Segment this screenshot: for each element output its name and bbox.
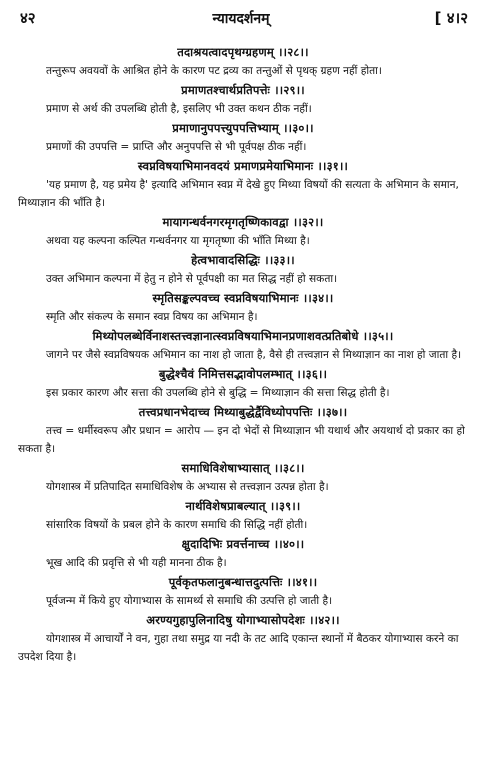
commentary-7: स्मृति और संकल्प के समान स्वप्न विषय का अभिमान है। xyxy=(46,311,258,323)
commentary-15: योगशास्त्र में आचार्यों ने वन, गुहा तथा समुद्र या नदी के तट आदि एकान्त स्थानों में बैठकर योगाभ्यास करने का उपदेश दिया है। xyxy=(18,633,459,663)
commentary-8: जागने पर जैसे स्वप्नविषयक अभिमान का नाश हो जाता है, वैसे ही तत्त्वज्ञान से मिथ्याज्ञान का नाश हो जाता है। xyxy=(46,349,462,361)
commentary-9: इस प्रकार कारण और सत्ता की उपलब्धि होने से बुद्धि = मिथ्याज्ञान की सत्ता सिद्ध होती है। xyxy=(46,387,390,399)
sutra-2: प्रमाणतश्चार्थप्रतिपत्तेः ।।२९।। xyxy=(181,83,305,97)
commentary-10: तत्त्व = धर्मीस्वरूप और प्रधान = आरोप — इन दो भेदों से मिथ्याज्ञान भी यथार्थ और अयथार्थ दो प्रकार का हो सकता है। xyxy=(18,425,465,455)
page-body xyxy=(18,42,468,666)
commentary-3: प्रमाणों की उपपत्ति = प्राप्ति और अनुपपत्ति से भी पूर्वपक्ष ठीक नहीं। xyxy=(46,141,307,153)
page-number: ४२ xyxy=(20,9,36,27)
sutra-5: मायागन्धर्वनगरमृगतृष्णिकावद्वा ।।३२।। xyxy=(162,215,324,229)
chapter-reference: [ ४।२ xyxy=(434,9,468,27)
sutra-1: तदाश्रयत्वादपृथग्ग्रहणम् ।।२८।। xyxy=(177,45,309,59)
commentary-11: योगशास्त्र में प्रतिपादित समाधिविशेष के अभ्यास से तत्त्वज्ञान उत्पन्न होता है। xyxy=(46,481,329,493)
sutra-8: मिथ्योपलब्धेर्विनाशस्तत्त्वज्ञानात्स्वप्नविषयाभिमानप्रणाशवत्प्रतिबोधे ।।३५।। xyxy=(92,329,394,343)
sutra-7: स्मृतिसङ्कल्पवच्च स्वप्नविषयाभिमानः ।।३४।। xyxy=(152,291,334,305)
sutra-6: हेत्वभावादसिद्धिः ।।३३।। xyxy=(191,253,295,267)
sutra-4: स्वप्नविषयाभिमानवदयं प्रमाणप्रमेयाभिमानः ।।३१।। xyxy=(137,159,349,173)
commentary-12: सांसारिक विषयों के प्रबल होने के कारण समाधि की सिद्धि नहीं होती। xyxy=(46,519,308,531)
commentary-5: अथवा यह कल्पना कल्पित गन्धर्वनगर या मृगतृष्णा की भाँति मिथ्या है। xyxy=(46,235,310,247)
sutra-12: नार्थविशेषप्राबल्यात् ।।३९।। xyxy=(185,499,301,513)
sutra-11: समाधिविशेषाभ्यासात् ।।३८।। xyxy=(181,461,305,475)
sutra-15: अरण्यगुहापुलिनादिषु योगाभ्यासोपदेशः ।।४२।। xyxy=(146,613,340,627)
sutra-10: तत्त्वप्रधानभेदाच्च मिथ्याबुद्धेर्द्वैविध्योपपत्तिः ।।३७।। xyxy=(138,405,348,419)
sutra-13: क्षुदादिभिः प्रवर्त्तनाच्च ।।४०।। xyxy=(181,537,305,551)
page-header xyxy=(0,8,482,34)
sutra-9: बुद्धेश्चैवं निमित्तसद्भावोपलम्भात् ।।३६।। xyxy=(158,367,328,381)
sutra-14: पूर्वकृतफलानुबन्धात्तदुत्पत्तिः ।।४१।। xyxy=(168,575,318,589)
commentary-14: पूर्वजन्म में किये हुए योगाभ्यास के सामर्थ्य से समाधि की उत्पत्ति हो जाती है। xyxy=(46,595,333,607)
commentary-6: उक्त अभिमान कल्पना में हेतु न होने से पूर्वपक्षी का मत सिद्ध नहीं हो सकता। xyxy=(46,273,338,285)
running-title: न्यायदर्शनम् xyxy=(212,11,270,27)
commentary-2: प्रमाण से अर्थ की उपलब्धि होती है, इसलिए भी उक्त कथन ठीक नहीं। xyxy=(46,103,312,115)
commentary-4: 'यह प्रमाण है, यह प्रमेय है' इत्यादि अभिमान स्वप्न में देखे हुए मिथ्या विषयों की सत्यता के अभिमान के समान, मिथ्याज्ञान की भाँति है। xyxy=(18,179,459,209)
commentary-13: भूख आदि की प्रवृत्ति से भी यही मानना ठीक है। xyxy=(46,557,227,569)
sutra-3: प्रमाणानुपपत्त्युपपत्तिभ्याम् ।।३०।। xyxy=(172,121,314,135)
commentary-1: तन्तुरूप अवयवों के आश्रित होने के कारण पट द्रव्य का तन्तुओं से पृथक् ग्रहण नहीं होता। xyxy=(46,65,382,77)
